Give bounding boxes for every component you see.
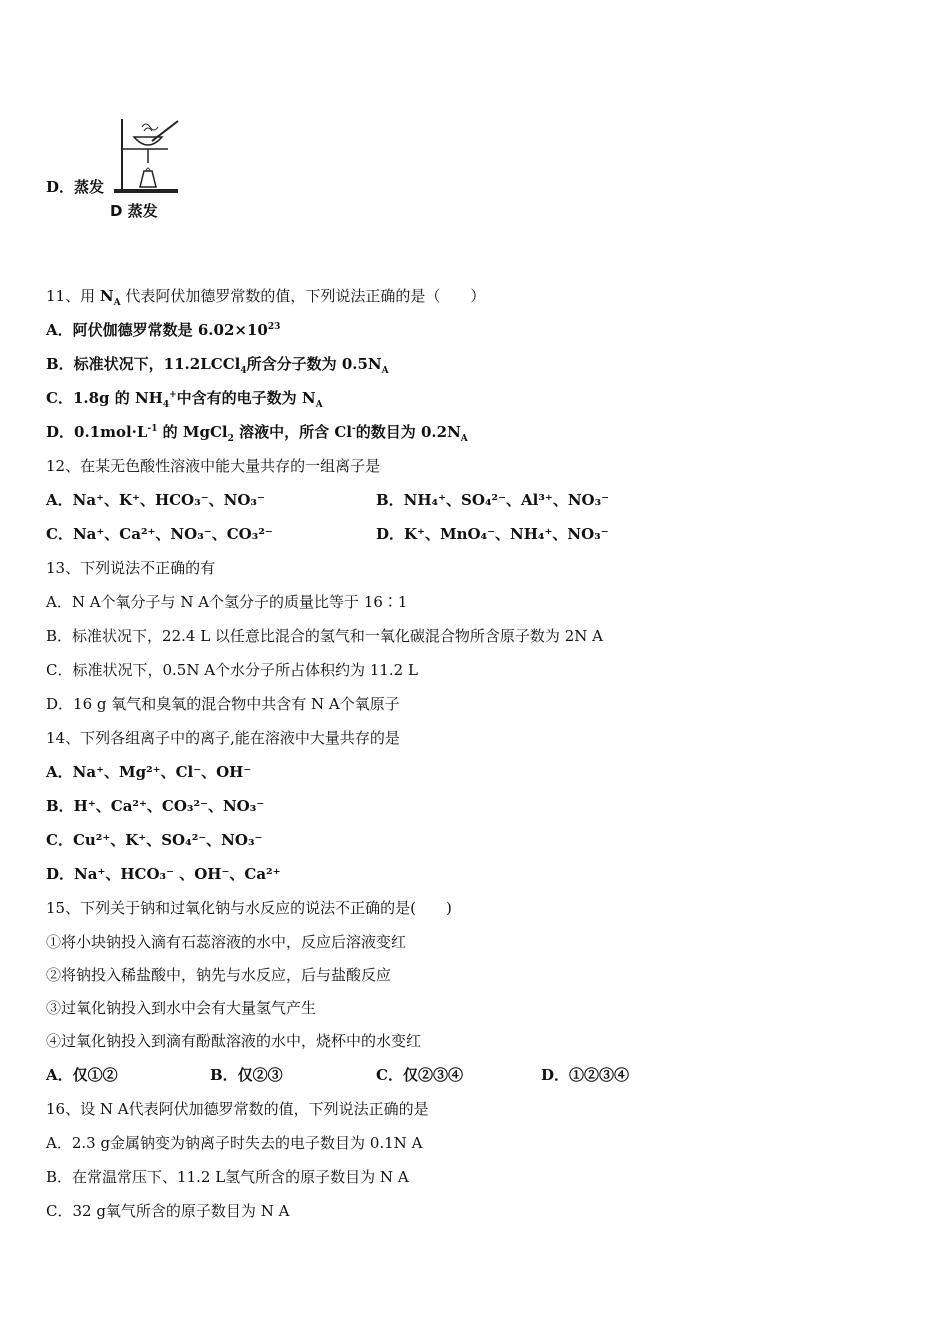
question-16-option-a: A．2.3 g金属钠变为钠离子时失去的电子数目为 0.1N A xyxy=(46,1134,423,1152)
question-16-option-b: B．在常温常压下、11.2 L氢气所含的原子数目为 N A xyxy=(46,1168,409,1186)
question-12-row-ab xyxy=(46,490,265,510)
question-11-option-d: D．$0.1mol\cdot L^{-1}$ 的 MgCl$_2$ 溶液中，所含 Cl-的数目为 $0.2N_A$ xyxy=(46,423,468,444)
question-15-statement-2: ②将钠投入稀盐酸中，钠先与水反应，后与盐酸反应 xyxy=(46,966,392,984)
question-14-option-c: C．Cu²⁺、K⁺、SO₄²⁻、NO₃⁻ xyxy=(46,831,263,849)
question-16-option-c: C．32 g氧气所含的原子数目为 N A xyxy=(46,1202,290,1220)
question-14-option-a: A．Na⁺、Mg²⁺、Cl⁻、OH⁻ xyxy=(46,763,252,781)
question-11-option-b: B．标准状况下，11.2LCCl$_4$所含分子数为 $0.5N_A$ xyxy=(46,355,389,376)
question-13-stem: 13、下列说法不正确的有 xyxy=(46,559,216,577)
question-12-option-a: A．Na⁺、K⁺、HCO₃⁻、NO₃⁻ xyxy=(46,491,265,509)
question-15-option-d: D．①②③④ xyxy=(541,1066,630,1084)
question-14-option-b: B．H⁺、Ca²⁺、CO₃²⁻、NO₃⁻ xyxy=(46,797,265,815)
question-15-statement-1: ①将小块钠投入滴有石蕊溶液的水中，反应后溶液变红 xyxy=(46,933,407,951)
option-d-evaporation-label: D．蒸发 xyxy=(46,178,105,196)
question-15-statement-3: ③过氧化钠投入到水中会有大量氢气产生 xyxy=(46,999,317,1017)
question-13-option-c: C．标准状况下，0.5N A个水分子所占体积约为 11.2 L xyxy=(46,661,418,679)
question-13-option-b: B．标准状况下，22.4 L 以任意比混合的氢气和一氧化碳混合物所含原子数为 2N A xyxy=(46,627,603,645)
question-13-option-a: A．N A个氧分子与 N A个氢分子的质量比等于 16∶1 xyxy=(46,593,408,611)
question-13-option-d: D．16 g 氧气和臭氧的混合物中共含有 N A个氧原子 xyxy=(46,695,400,713)
question-11-option-c: C．1.8g 的 $NH_4^+$中含有的电子数为 $N_A$ xyxy=(46,389,323,410)
question-14-option-d: D．Na⁺、HCO₃⁻ 、OH⁻、Ca²⁺ xyxy=(46,865,281,883)
question-15-option-a: A．仅①② xyxy=(46,1066,118,1084)
question-16-stem: 16、设 N A代表阿伏加德罗常数的值，下列说法正确的是 xyxy=(46,1100,429,1118)
question-14-stem: 14、下列各组离子中的离子,能在溶液中大量共存的是 xyxy=(46,729,400,747)
question-15-option-c: C．仅②③④ xyxy=(376,1066,463,1084)
question-12-option-d: D．K⁺、MnO₄⁻、NH₄⁺、NO₃⁻ xyxy=(376,525,609,543)
question-12-option-c: C．Na⁺、Ca²⁺、NO₃⁻、CO₃²⁻ xyxy=(46,525,273,543)
question-15-stem: 15、下列关于钠和过氧化钠与水反应的说法不正确的是( ) xyxy=(46,899,452,917)
question-12-stem: 12、在某无色酸性溶液中能大量共存的一组离子是 xyxy=(46,457,381,475)
question-11-stem: 11、用 $N_A$ 代表阿伏加德罗常数的值，下列说法正确的是（ ） xyxy=(46,287,486,308)
question-12-option-b: B．NH₄⁺、SO₄²⁻、Al³⁺、NO₃⁻ xyxy=(376,491,610,509)
question-15-option-b: B．仅②③ xyxy=(210,1066,283,1084)
question-15-statement-4: ④过氧化钠投入到滴有酚酞溶液的水中，烧杯中的水变红 xyxy=(46,1032,422,1050)
question-11-option-a: A．阿伏伽德罗常数是 $6.02\times 10^{23}$ xyxy=(46,321,281,339)
figure-caption: D 蒸发 xyxy=(110,202,158,220)
